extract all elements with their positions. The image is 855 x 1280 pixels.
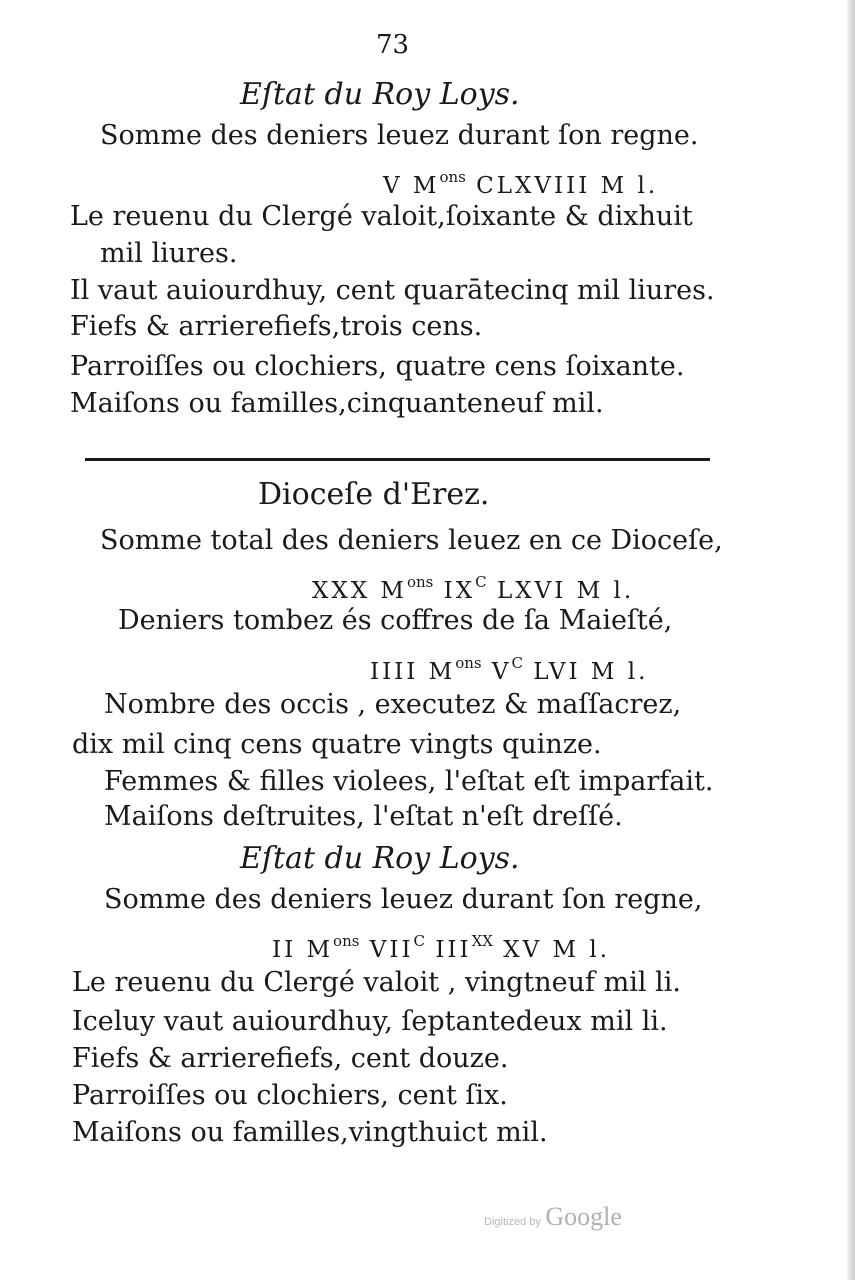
text-line: Nombre des occis , executez & maſſacrez, bbox=[104, 689, 682, 720]
heading-estat-roy-1: Eſtat du Roy Loys. bbox=[240, 77, 520, 112]
text-line: Le reuenu du Clergé valoit , vingtneuf mil li. bbox=[72, 967, 681, 998]
page-edge bbox=[847, 0, 855, 1280]
text-line: Maiſons ou familles,vingthuict mil. bbox=[72, 1117, 548, 1148]
heading-diocese: Dioceſe d'Erez. bbox=[258, 477, 490, 512]
watermark-prefix: Digitized by bbox=[484, 1216, 541, 1228]
text-line: Il vaut auiourdhuy, cent quarātecinq mil liures. bbox=[70, 275, 715, 306]
text-line: Parroiſſes ou clochiers, cent ſix. bbox=[72, 1080, 508, 1111]
heading-estat-roy-2: Eſtat du Roy Loys. bbox=[240, 841, 520, 876]
text-line: Maiſons deſtruites, l'eſtat n'eſt dreſſé. bbox=[104, 801, 623, 832]
text-line: Le reuenu du Clergé valoit,ſoixante & dixhuit bbox=[70, 201, 693, 232]
text-line: Fiefs & arrierefiefs, cent douze. bbox=[72, 1043, 509, 1074]
text-line: Iceluy vaut auiourdhuy, ſeptantedeux mil li. bbox=[72, 1006, 668, 1037]
text-line: Parroiſſes ou clochiers, quatre cens ſoixante. bbox=[70, 351, 685, 382]
text-line: Somme des deniers leuez durant ſon regne. bbox=[100, 120, 699, 151]
text-line: Maiſons ou familles,cinquanteneuf mil. bbox=[70, 388, 604, 419]
page-number: 73 bbox=[376, 30, 410, 60]
total-amount: XXX $M^{ons}$ $IX^C$ LXVI M l. bbox=[312, 573, 635, 604]
digitized-by-watermark bbox=[484, 1202, 622, 1232]
reign-sum-amount: II $M^{ons}$ $VII^C$ $III^{XX}$ XV M l. bbox=[272, 932, 611, 963]
text-line: dix mil cinq cens quatre vingts quinze. bbox=[72, 729, 602, 760]
text-line: Fiefs & arrierefiefs,trois cens. bbox=[70, 311, 483, 342]
text-line: Somme total des deniers leuez en ce Dioceſe, bbox=[100, 525, 723, 556]
text-line: Deniers tombez és coffres de ſa Maieſté, bbox=[118, 605, 673, 636]
google-logo: Google bbox=[545, 1202, 622, 1231]
text-line: Somme des deniers leuez durant ſon regne, bbox=[104, 884, 703, 915]
text-line: Femmes & filles violees, l'eſtat eſt imparfait. bbox=[104, 766, 714, 797]
section-divider bbox=[85, 458, 710, 461]
sum-amount: V $M^{ons}$ CLXVIII M l. bbox=[383, 168, 659, 199]
coffres-amount: IIII $M^{ons}$ $V^C$ LVI M l. bbox=[370, 654, 649, 685]
text-line: mil liures. bbox=[100, 238, 238, 269]
